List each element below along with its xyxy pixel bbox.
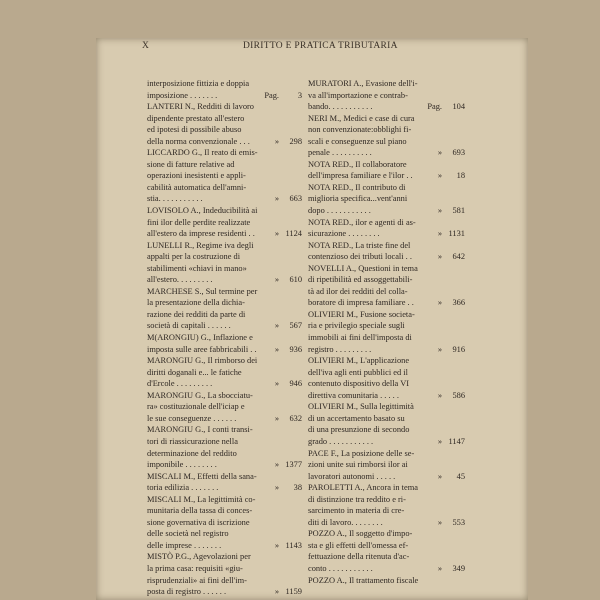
page-marker: » (274, 540, 279, 550)
entry-line: di distinzione tra reddito e ri- (308, 494, 406, 504)
entry-line: la prima casa: requisiti «giu- (147, 563, 243, 573)
entry-line: risprudenziali» ai fini dell'im- (147, 575, 247, 585)
page-marker: » (274, 321, 279, 331)
index-entry (308, 113, 465, 159)
page-marker: » (274, 136, 279, 146)
entry-line: toria edilizia . . . . . . . (147, 483, 219, 493)
page-marker: » (274, 587, 279, 597)
entry-line: OLIVIERI M., Sulla legittimità (308, 402, 414, 412)
page-marker: » (274, 483, 279, 493)
page-reference (275, 274, 302, 286)
page-reference (264, 90, 302, 102)
entry-line: NOVELLI A., Questioni in tema (308, 263, 418, 273)
page-marker: » (274, 229, 279, 239)
page-number-ref: 632 (289, 413, 302, 423)
entry-line: dipendente prestato all'estero (147, 113, 245, 123)
entry-line: LOVISOLO A., Indeducibilità ai (147, 206, 258, 216)
entry-line: sione governativa di iscrizione (147, 517, 250, 527)
entry-line: della norma convenzionale . . . (147, 136, 250, 146)
entry-line: PAROLETTI A., Ancora in tema (308, 483, 418, 493)
page-reference (275, 193, 302, 205)
index-entry (147, 205, 302, 240)
entry-line: NOTA RED., Il contributo di (308, 182, 406, 192)
index-entry (308, 448, 465, 483)
entry-line: registro . . . . . . . . . (308, 344, 372, 354)
page-number-ref: 946 (289, 379, 302, 389)
entry-line: operazioni inesistenti e appli- (147, 171, 246, 181)
entry-line: sicurazione . . . . . . . . (308, 229, 380, 239)
index-column-right (308, 78, 465, 586)
entry-line: non convenzionate:obblighi fi- (308, 125, 412, 135)
entry-line: di un accertamento basato su (308, 413, 405, 423)
entry-line: diritti doganali e... le fatiche (147, 367, 242, 377)
page-marker: » (274, 275, 279, 285)
page-number-ref: 936 (289, 344, 302, 354)
page-reference (438, 205, 465, 217)
page-number: X (142, 41, 150, 51)
index-entry (308, 575, 432, 587)
entry-line: d'Ercole . . . . . . . . . (147, 379, 213, 389)
page-number-ref: 104 (452, 102, 465, 112)
entry-line: lavoratori autonomi . . . . . (308, 471, 396, 481)
index-entry (308, 217, 465, 240)
page-reference (438, 170, 465, 182)
entry-line: stabilimenti «chiavi in mano» (147, 263, 247, 273)
entry-line: contenuto dispositivo della VI (308, 379, 410, 389)
page-number-ref: 45 (456, 471, 465, 481)
page-reference (275, 320, 302, 332)
page-marker: » (437, 471, 442, 481)
entry-line: dell'iva agli enti pubblici ed il (308, 367, 408, 377)
entry-line: determinazione del reddito (147, 448, 237, 458)
page-marker: » (437, 229, 442, 239)
entry-line: NOTA RED., ilor e agenti di as- (308, 217, 416, 227)
entry-line: delle società nel registro (147, 529, 229, 539)
page-number-ref: 642 (452, 252, 465, 262)
page-number-ref: 366 (452, 298, 465, 308)
page-number-ref: 18 (456, 171, 465, 181)
index-entry (308, 355, 465, 401)
entry-line: cabilità automatica dell'amni- (147, 182, 247, 192)
entry-line: va all'importazione e contrab- (308, 90, 408, 100)
index-entry (147, 390, 302, 425)
entry-line: OLIVIERI M., Fusione societa- (308, 309, 415, 319)
page-marker: » (437, 344, 442, 354)
page-marker: » (274, 344, 279, 354)
index-entry (147, 355, 302, 390)
page-number-ref: 586 (452, 390, 465, 400)
page-reference (275, 482, 302, 494)
entry-line: POZZO A., Il trattamento fiscale (308, 575, 419, 585)
entry-line: di ripetibilità ed assoggettabili- (308, 275, 413, 285)
entry-line: LUNELLI R., Regime iva degli (147, 240, 254, 250)
index-entry (147, 78, 302, 101)
page-marker: Pag. (427, 102, 442, 112)
page-reference (438, 344, 465, 356)
page-number-ref: 610 (289, 275, 302, 285)
entry-line: POZZO A., Il soggetto d'impo- (308, 529, 413, 539)
page-number-ref: 916 (452, 344, 465, 354)
entry-line: scali e conseguenze sul piano (308, 136, 407, 146)
entry-line: MISCALI M., Effetti della sana- (147, 471, 257, 481)
page-reference (275, 413, 302, 425)
entry-line: MARONGIU G., I conti transi- (147, 425, 253, 435)
page-number-ref: 663 (289, 194, 302, 204)
page-reference (275, 344, 302, 356)
entry-line: sta e gli effetti dell'omessa ef- (308, 540, 409, 550)
entry-line: bando. . . . . . . . . . . (308, 102, 373, 112)
entry-line: appalti per la costruzione di (147, 252, 241, 262)
entry-line: ra» costituzionale dell'iciap e (147, 402, 245, 412)
index-entry (308, 482, 465, 528)
page-marker: » (437, 436, 442, 446)
entry-line: MURATORI A., Evasione dell'i- (308, 79, 418, 88)
page-marker: » (437, 148, 442, 158)
page-marker: Pag. (264, 90, 279, 100)
page-marker: » (437, 563, 442, 573)
entry-line: conto . . . . . . . . . . . (308, 563, 373, 573)
page-number-ref: 38 (293, 483, 302, 493)
entry-line: all'estero. . . . . . . . . (147, 275, 213, 285)
page-number-ref: 1377 (285, 460, 302, 470)
page-reference (275, 136, 302, 148)
entry-line: M(ARONGIU) G., Inflazione e (147, 333, 253, 343)
page-reference (438, 390, 465, 402)
entry-line: imposizione . . . . . . . (147, 90, 218, 100)
page-reference (275, 459, 302, 471)
index-entry (147, 332, 302, 355)
page-reference (438, 517, 465, 529)
entry-line: imposta sulle aree fabbricabili . . (147, 344, 257, 354)
entry-line: stia. . . . . . . . . . . (147, 194, 203, 204)
entry-line: ria e privilegio speciale sugli (308, 321, 405, 331)
index-entry (147, 240, 302, 286)
entry-line: direttiva comunitaria . . . . . (308, 390, 399, 400)
entry-line: LICCARDO G., Il reato di emis- (147, 148, 258, 158)
index-entry (147, 424, 302, 470)
index-entry (147, 494, 302, 552)
index-entry (308, 309, 465, 355)
entry-line: sione di fatture relative ad (147, 159, 235, 169)
entry-line: di una presunzione di secondo (308, 425, 410, 435)
page-marker: » (437, 517, 442, 527)
entry-line: razione dei redditi da parte di (147, 309, 246, 319)
page-marker: » (437, 390, 442, 400)
page-marker: » (274, 194, 279, 204)
page-marker: » (437, 298, 442, 308)
page-reference (438, 563, 465, 575)
entry-line: società di capitali . . . . . . (147, 321, 231, 331)
index-entry (147, 147, 302, 205)
page-number-ref: 1124 (285, 229, 302, 239)
entry-line: diti di lavoro. . . . . . . . (308, 517, 383, 527)
entry-line: grado . . . . . . . . . . . (308, 436, 374, 446)
entry-line: dopo . . . . . . . . . . . (308, 206, 371, 216)
page-number-ref: 1147 (448, 436, 465, 446)
entry-line: NOTA RED., Il collaboratore (308, 159, 407, 169)
page-number-ref: 1131 (448, 229, 465, 239)
page-number-ref: 3 (297, 90, 302, 100)
entry-line: delle imprese . . . . . . . (147, 540, 222, 550)
entry-line: boratore di impresa familiare . . (308, 298, 414, 308)
entry-line: tori di riassicurazione nella (147, 436, 238, 446)
page-marker: » (274, 413, 279, 423)
page-reference (438, 471, 465, 483)
entry-line: contenzioso dei tributi locali . . (308, 252, 412, 262)
page-marker: » (437, 171, 442, 181)
entry-line: interposizione fittizia e doppia (147, 79, 250, 88)
entry-line: miglioria specifica...vent'anni (308, 194, 408, 204)
entry-line: NOTA RED., La triste fine del (308, 240, 411, 250)
page-number-ref: 567 (289, 321, 302, 331)
page-reference (275, 228, 302, 240)
entry-line: zioni unite sui rimborsi ilor ai (308, 460, 408, 470)
entry-line: le sue conseguenze . . . . . . (147, 413, 237, 423)
index-entry (147, 101, 302, 147)
running-head: DIRITTO E PRATICA TRIBUTARIA (243, 41, 398, 51)
index-entry (308, 78, 465, 113)
entry-line: munitaria della tassa di conces- (147, 506, 253, 516)
entry-line: all'estero da imprese residenti . . (147, 229, 255, 239)
entry-line: OLIVIERI M., L'applicazione (308, 356, 410, 366)
page-reference (427, 101, 465, 113)
page-reference (438, 297, 465, 309)
entry-line: MARONGIU G., Il rimborso dei (147, 356, 258, 366)
page-number-ref: 1143 (285, 540, 302, 550)
page-reference (438, 251, 465, 263)
page-reference (438, 147, 465, 159)
page-number-ref: 581 (452, 206, 465, 216)
entry-line: fettuazione della ritenuta d'ac- (308, 552, 410, 562)
entry-line: immobili ai fini dell'imposta di (308, 333, 412, 343)
page-marker: » (274, 379, 279, 389)
index-column-left (147, 78, 302, 598)
entry-line: fini ilor delle perdite realizzate (147, 217, 251, 227)
page-number-ref: 693 (452, 148, 465, 158)
index-entry (308, 263, 465, 309)
entry-line: MISTÒ P.G., Agevolazioni per (147, 552, 251, 562)
index-entry (147, 551, 302, 597)
entry-line: imponibile . . . . . . . . (147, 460, 217, 470)
page-number-ref: 349 (452, 563, 465, 573)
entry-line: la presentazione della dichia- (147, 298, 245, 308)
entry-line: MISCALI M., La legittimità co- (147, 494, 256, 504)
index-entry (308, 240, 465, 263)
entry-line: dell'impresa familiare e l'ilor . . (308, 171, 413, 181)
entry-line: posta di registro . . . . . . (147, 587, 227, 597)
index-entry (147, 286, 302, 332)
entry-line: ed ipotesi di possibile abuso (147, 125, 242, 135)
page-reference (275, 586, 302, 598)
page-marker: » (437, 206, 442, 216)
page-reference (275, 540, 302, 552)
entry-line: PACE F., La posizione delle se- (308, 448, 415, 458)
page-marker: » (274, 460, 279, 470)
index-entry (308, 182, 465, 217)
index-entry (147, 471, 302, 494)
entry-line: tà ad ilor dei redditi del colla- (308, 286, 408, 296)
page-number-ref: 298 (289, 136, 302, 146)
entry-line: penale . . . . . . . . . . (308, 148, 372, 158)
entry-line: sarcimento in materia di cre- (308, 506, 405, 516)
page-reference (438, 436, 465, 448)
page-number-ref: 553 (452, 517, 465, 527)
entry-line: NERI M., Medici e case di cura (308, 113, 415, 123)
index-entry (308, 401, 465, 447)
index-entry (308, 159, 465, 182)
index-entry (308, 528, 465, 574)
entry-line: LANTERI N., Redditi di lavoro (147, 102, 254, 112)
page-marker: » (437, 252, 442, 262)
page-reference (275, 378, 302, 390)
entry-line: MARCHESE S., Sul termine per (147, 286, 258, 296)
entry-line: MARONGIU G., La sbocciatu- (147, 390, 253, 400)
page-number-ref: 1159 (285, 587, 302, 597)
page-reference (438, 228, 465, 240)
